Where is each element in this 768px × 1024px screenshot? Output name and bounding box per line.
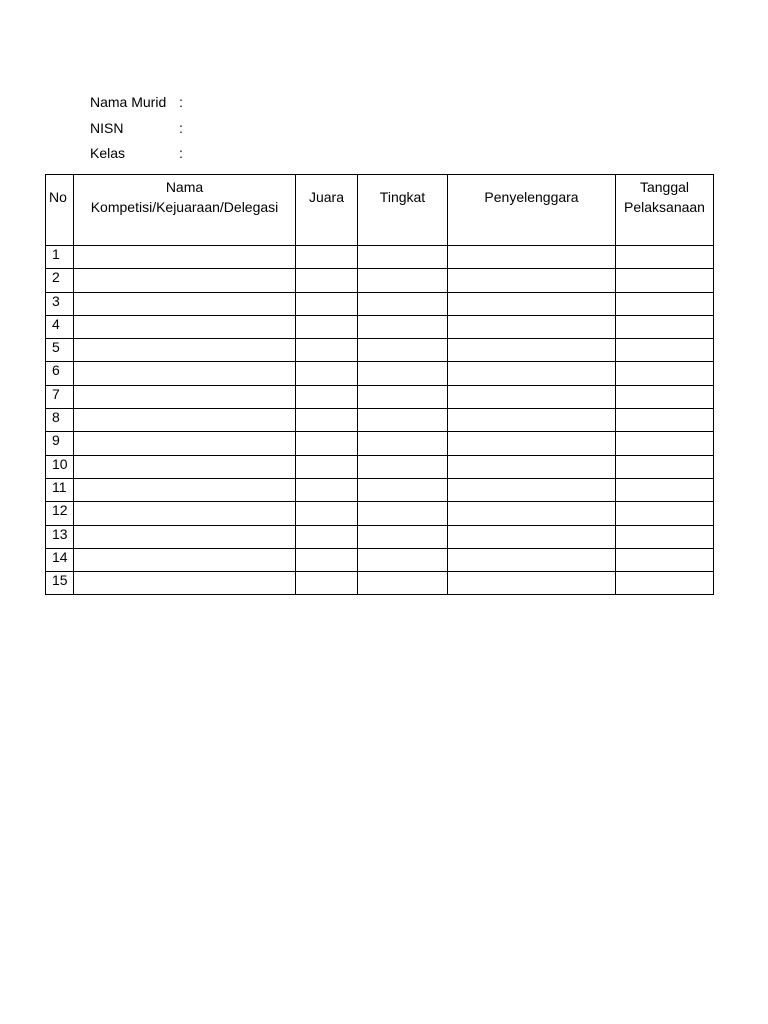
level-cell[interactable] <box>358 269 448 292</box>
row-number-cell: 8 <box>46 409 74 432</box>
date-cell[interactable] <box>616 339 714 362</box>
level-cell[interactable] <box>358 432 448 455</box>
level-cell[interactable] <box>358 339 448 362</box>
organizer-cell[interactable] <box>448 409 616 432</box>
organizer-cell[interactable] <box>448 269 616 292</box>
rank-cell[interactable] <box>296 362 358 385</box>
student-name-colon: : <box>179 94 183 110</box>
level-cell[interactable] <box>358 502 448 525</box>
date-cell[interactable] <box>616 315 714 338</box>
level-cell[interactable] <box>358 292 448 315</box>
table-row <box>46 315 714 338</box>
date-cell[interactable] <box>616 269 714 292</box>
header-date <box>616 175 714 246</box>
level-cell[interactable] <box>358 455 448 478</box>
achievement-table <box>45 174 714 595</box>
organizer-cell[interactable] <box>448 502 616 525</box>
level-cell[interactable] <box>358 525 448 548</box>
rank-cell[interactable] <box>296 455 358 478</box>
header-date-line1: Tanggal <box>639 179 690 195</box>
organizer-cell[interactable] <box>448 455 616 478</box>
table-row <box>46 362 714 385</box>
row-number-cell: 11 <box>46 478 74 501</box>
rank-cell[interactable] <box>296 502 358 525</box>
date-cell[interactable] <box>616 292 714 315</box>
date-cell[interactable] <box>616 432 714 455</box>
row-number-cell: 1 <box>46 246 74 269</box>
table-row <box>46 292 714 315</box>
row-number-cell: 3 <box>46 292 74 315</box>
level-cell[interactable] <box>358 385 448 408</box>
rank-cell[interactable] <box>296 525 358 548</box>
student-name-label: Nama Murid <box>90 94 167 110</box>
header-no: No <box>46 175 74 246</box>
competition-name-cell[interactable] <box>74 315 296 338</box>
competition-name-cell[interactable] <box>74 502 296 525</box>
nisn-colon: : <box>179 119 183 136</box>
rank-cell[interactable] <box>296 269 358 292</box>
class-row <box>90 143 189 169</box>
student-name-row <box>90 92 189 118</box>
row-number-cell: 9 <box>46 432 74 455</box>
organizer-cell[interactable] <box>448 339 616 362</box>
student-info-block <box>90 92 189 169</box>
rank-cell[interactable] <box>296 385 358 408</box>
row-number-cell: 7 <box>46 385 74 408</box>
rank-cell[interactable] <box>296 409 358 432</box>
competition-name-cell[interactable] <box>74 339 296 362</box>
date-cell[interactable] <box>616 385 714 408</box>
organizer-cell[interactable] <box>448 525 616 548</box>
competition-name-cell[interactable] <box>74 478 296 501</box>
header-competition-name-line2: Kompetisi/Kejuaraan/Delegasi <box>90 199 279 215</box>
header-date-line2: Pelaksanaan <box>624 199 705 215</box>
competition-name-cell[interactable] <box>74 269 296 292</box>
competition-name-cell[interactable] <box>74 246 296 269</box>
row-number-cell: 5 <box>46 339 74 362</box>
rank-cell[interactable] <box>296 315 358 338</box>
date-cell[interactable] <box>616 502 714 525</box>
competition-name-cell[interactable] <box>74 362 296 385</box>
date-cell[interactable] <box>616 572 714 595</box>
class-label: Kelas <box>90 145 126 161</box>
level-cell[interactable] <box>358 246 448 269</box>
header-organizer: Penyelenggara <box>448 175 616 246</box>
competition-name-cell[interactable] <box>74 432 296 455</box>
table-header-row <box>46 175 714 246</box>
rank-cell[interactable] <box>296 572 358 595</box>
row-number-cell: 15 <box>46 572 74 595</box>
level-cell[interactable] <box>358 478 448 501</box>
table-row <box>46 432 714 455</box>
table-row <box>46 409 714 432</box>
organizer-cell[interactable] <box>448 246 616 269</box>
rank-cell[interactable] <box>296 432 358 455</box>
organizer-cell[interactable] <box>448 362 616 385</box>
date-cell[interactable] <box>616 478 714 501</box>
organizer-cell[interactable] <box>448 478 616 501</box>
row-number-cell: 10 <box>46 455 74 478</box>
row-number-cell: 12 <box>46 502 74 525</box>
level-cell[interactable] <box>358 572 448 595</box>
level-cell[interactable] <box>358 409 448 432</box>
table-row <box>46 502 714 525</box>
rank-cell[interactable] <box>296 246 358 269</box>
header-competition-name <box>74 175 296 246</box>
date-cell[interactable] <box>616 409 714 432</box>
date-cell[interactable] <box>616 548 714 571</box>
competition-name-cell[interactable] <box>74 409 296 432</box>
table-row <box>46 572 714 595</box>
competition-name-cell[interactable] <box>74 525 296 548</box>
class-colon: : <box>179 145 183 161</box>
date-cell[interactable] <box>616 525 714 548</box>
row-number-cell: 4 <box>46 315 74 338</box>
rank-cell[interactable] <box>296 478 358 501</box>
competition-name-cell[interactable] <box>74 385 296 408</box>
date-cell[interactable] <box>616 455 714 478</box>
rank-cell[interactable] <box>296 292 358 315</box>
rank-cell[interactable] <box>296 339 358 362</box>
organizer-cell[interactable] <box>448 432 616 455</box>
level-cell[interactable] <box>358 362 448 385</box>
date-cell[interactable] <box>616 362 714 385</box>
header-level: Tingkat <box>358 175 448 246</box>
table-row <box>46 385 714 408</box>
organizer-cell[interactable] <box>448 385 616 408</box>
table-row <box>46 339 714 362</box>
rank-cell[interactable] <box>296 548 358 571</box>
level-cell[interactable] <box>358 315 448 338</box>
date-cell[interactable] <box>616 246 714 269</box>
competition-name-cell[interactable] <box>74 548 296 571</box>
competition-name-cell[interactable] <box>74 572 296 595</box>
organizer-cell[interactable] <box>448 315 616 338</box>
row-number-cell: 2 <box>46 269 74 292</box>
nisn-row <box>90 118 189 144</box>
table-row <box>46 548 714 571</box>
row-number-cell: 13 <box>46 525 74 548</box>
row-number-cell: 14 <box>46 548 74 571</box>
level-cell[interactable] <box>358 548 448 571</box>
table-row <box>46 525 714 548</box>
organizer-cell[interactable] <box>448 292 616 315</box>
header-competition-name-line1: Nama <box>165 179 204 195</box>
table-row <box>46 246 714 269</box>
competition-name-cell[interactable] <box>74 455 296 478</box>
organizer-cell[interactable] <box>448 548 616 571</box>
table-row <box>46 269 714 292</box>
organizer-cell[interactable] <box>448 572 616 595</box>
row-number-cell: 6 <box>46 362 74 385</box>
table-body <box>46 246 714 595</box>
competition-name-cell[interactable] <box>74 292 296 315</box>
nisn-label: NISN <box>90 119 124 136</box>
table-row <box>46 455 714 478</box>
header-rank: Juara <box>296 175 358 246</box>
table-row <box>46 478 714 501</box>
